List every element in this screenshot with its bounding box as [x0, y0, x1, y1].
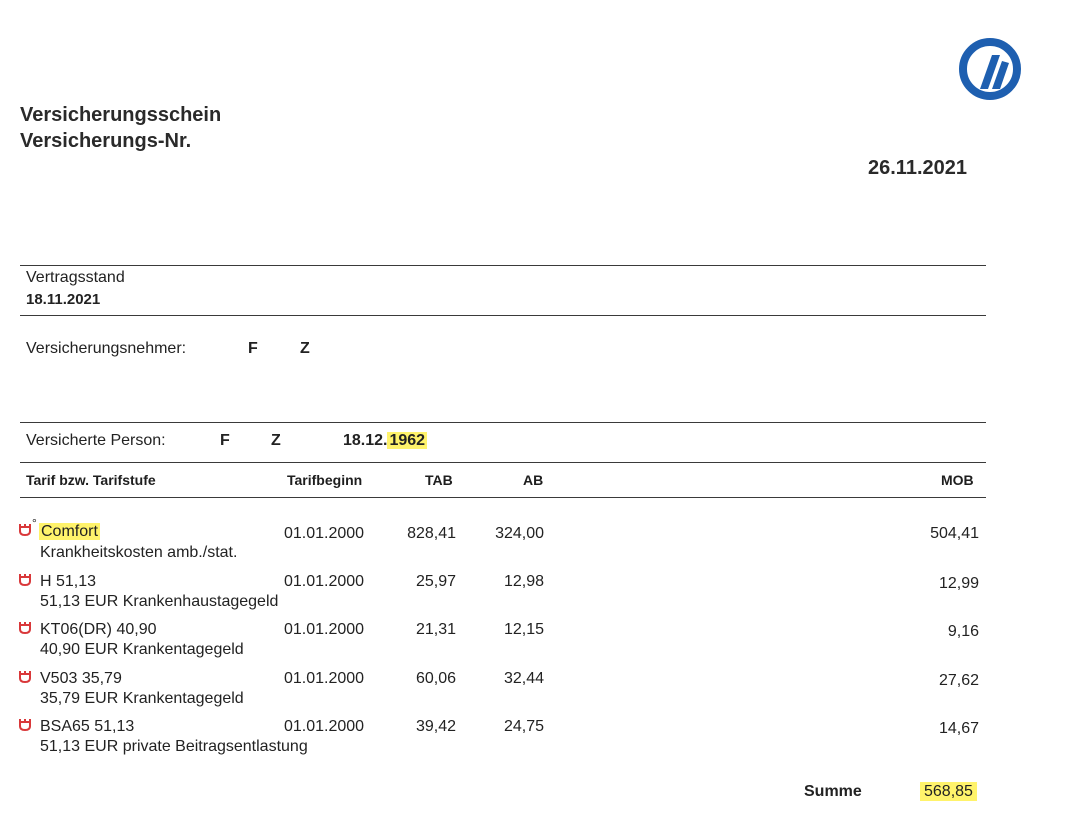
tooth-icon [18, 572, 32, 587]
row-start-date: 01.01.2000 [284, 718, 365, 735]
row-tab: 21,31 [415, 621, 456, 638]
tarif-highlight: Comfort [41, 523, 98, 540]
contract-status-date: 18.11.2021 [26, 291, 101, 308]
row-start-date: 01.01.2000 [284, 573, 365, 590]
column-header-ab: AB [523, 472, 544, 488]
row-start-date: 01.01.2000 [284, 670, 365, 687]
total-label: Summe [804, 783, 862, 800]
row-description: Krankheitskosten amb./stat. [40, 544, 238, 561]
policyholder-label: Versicherungsnehmer: [26, 340, 187, 357]
column-header-tarif: Tarif bzw. Tarifstufe [26, 472, 156, 488]
row-mob: 14,67 [938, 720, 979, 737]
row-ab: 12,98 [503, 573, 544, 590]
row-tarif: BSA65 51,13 [40, 718, 135, 735]
row-tab: 25,97 [415, 573, 456, 590]
row-prefix: ° [32, 516, 37, 530]
row-description: 51,13 EUR Krankenhaustagegeld [40, 593, 279, 610]
row-ab: 24,75 [503, 718, 544, 735]
row-mob: 9,16 [947, 623, 979, 640]
row-ab: 32,44 [503, 670, 544, 687]
policyholder-initial-last: Z [300, 340, 310, 357]
column-header-tarifbeginn: Tarifbeginn [287, 472, 363, 488]
divider [20, 265, 986, 266]
policy-number-label: Versicherungs-Nr. [20, 130, 192, 152]
row-start-date: 01.01.2000 [284, 621, 365, 638]
row-description: 51,13 EUR private Beitragsentlastung [40, 738, 308, 755]
row-start-date: 01.01.2000 [284, 525, 365, 542]
row-tarif: H 51,13 [40, 573, 97, 590]
row-tarif [39, 523, 100, 541]
insured-person-label: Versicherte Person: [26, 432, 166, 449]
row-tab: 39,42 [415, 718, 456, 735]
insured-birthdate: 18.12. 1962 [343, 432, 426, 449]
policyholder-initial-first: F [248, 340, 258, 357]
divider [20, 422, 986, 423]
row-tab: 828,41 [407, 525, 456, 542]
tooth-icon [18, 620, 32, 635]
column-header-tab: TAB [425, 472, 453, 488]
document-title: Versicherungsschein [20, 104, 222, 126]
row-mob: 12,99 [938, 575, 979, 592]
birth-year-highlight: 1962 [389, 432, 426, 449]
divider [20, 315, 986, 316]
divider [20, 462, 986, 463]
row-mob: 504,41 [930, 525, 979, 542]
insured-initial-last: Z [271, 432, 281, 449]
row-tab: 60,06 [415, 670, 456, 687]
row-ab: 324,00 [495, 525, 544, 542]
tooth-icon [18, 717, 32, 732]
tooth-icon [18, 522, 32, 537]
insurer-logo [958, 37, 1022, 101]
row-description: 40,90 EUR Krankentagegeld [40, 641, 244, 658]
total-highlight: 568,85 [920, 782, 977, 801]
row-tarif: KT06(DR) 40,90 [40, 621, 157, 638]
row-description: 35,79 EUR Krankentagegeld [40, 690, 244, 707]
column-header-mob: MOB [941, 472, 974, 488]
row-ab: 12,15 [503, 621, 544, 638]
insured-initial-first: F [220, 432, 230, 449]
total-value [920, 783, 977, 801]
divider [20, 497, 986, 498]
row-mob: 27,62 [938, 672, 979, 689]
tooth-icon [18, 669, 32, 684]
issue-date: 26.11.2021 [868, 157, 967, 179]
row-tarif: V503 35,79 [40, 670, 122, 687]
contract-status-label: Vertragsstand [26, 269, 125, 286]
